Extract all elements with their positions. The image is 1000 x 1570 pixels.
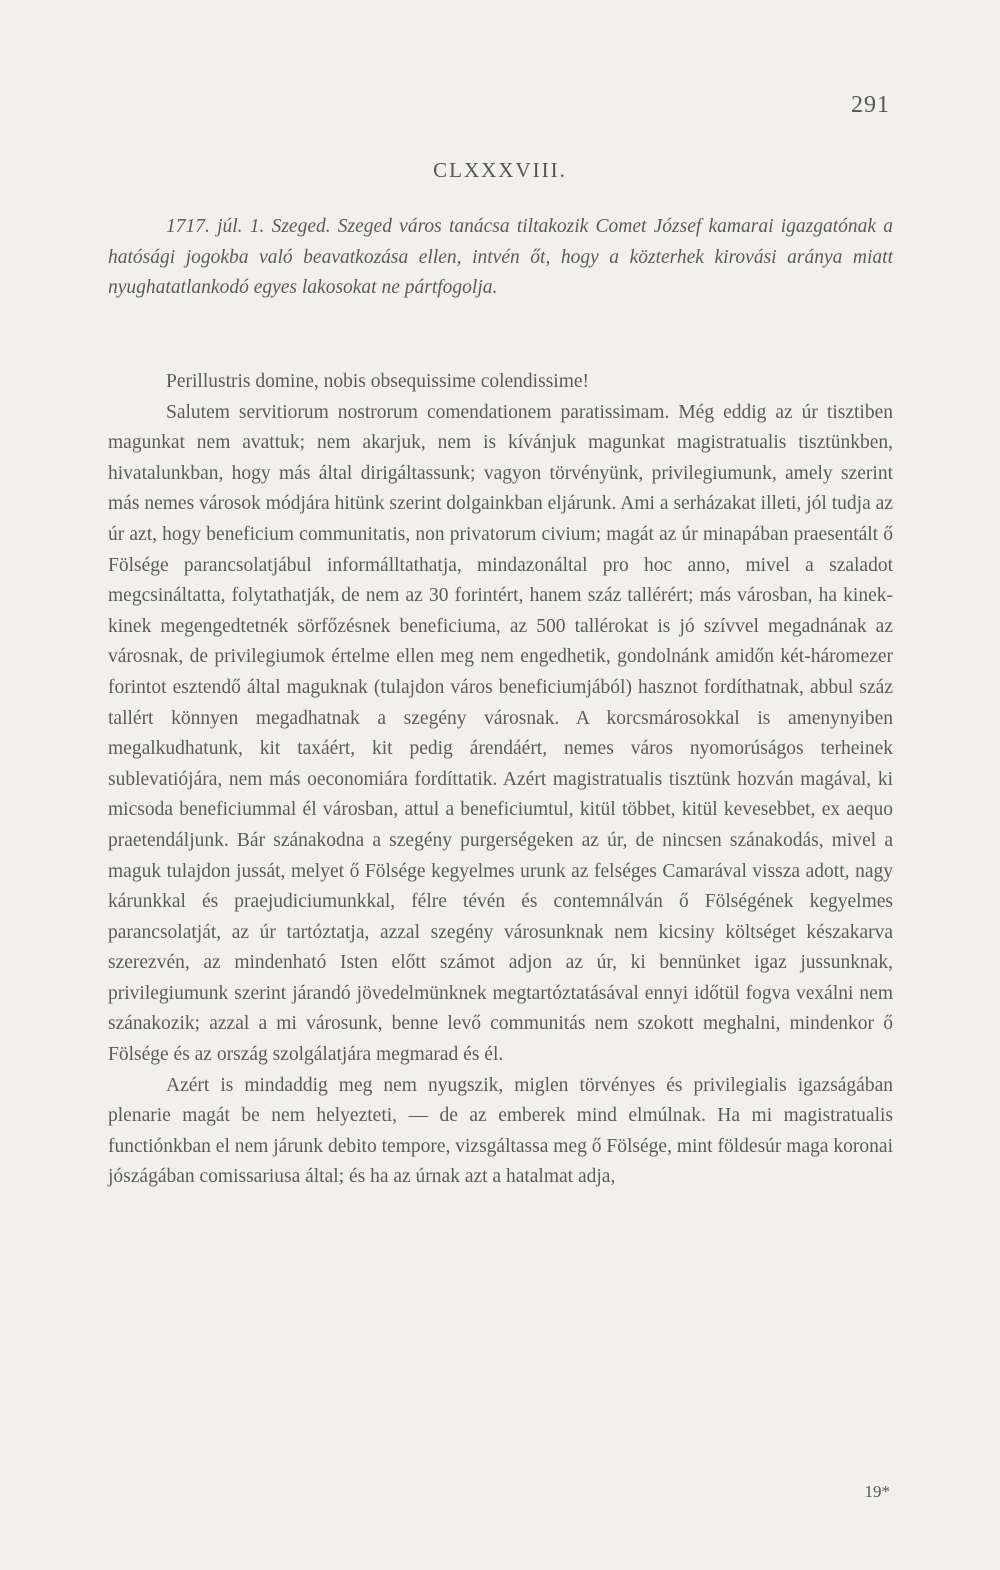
signature-mark: 19* (864, 1482, 890, 1501)
document-body (108, 367, 893, 1193)
document-header (108, 212, 893, 304)
paragraph-2: Azért is mindaddig meg nem nyugszik, miglen törvényes és privilegialis igazságában plenarie magát be nem helyezteti, — de az emberek mind elmúlnak. Ha mi magistratualis functiónkban el nem járunk debito tempore, vizsgáltassa meg ő Fölsége, mint földesúr maga koronai jószágában comissariusa által; és ha az úrnak azt a hatalmat adja, (108, 1074, 893, 1188)
salutation: Perillustris domine, nobis obsequissime colendissime! (166, 371, 590, 392)
page-number: 291 (851, 92, 890, 118)
header-text: 1717. júl. 1. Szeged. Szeged város tanácsa tiltakozik Comet József kamarai igazgatónak a hatósági jogokba való beavatkozása ellen, intvén őt, hogy a közterhek kirovási aránya miatt nyughatatlankodó egyes lakosokat ne pártfogolja. (108, 216, 893, 299)
paragraph-1: Salutem servitiorum nostrorum comendationem paratissimam. Még eddig az úr tisztiben magunkat nem avattuk; nem akarjuk, nem is kívánjuk magunkat magistratualis tisztünkben, hivatalunkban, hogy más által dirigáltassunk; vagyon törvényünk, privilegiumunk, amely szerint más nemes városok módjára hitünk szerint dolgainkban eljárunk. Ami a serházakat illeti, jól tudja az úr azt, hogy beneficium communitatis, non privatorum civium; magát az úr minapában praesentált ő Fölsége parancsolatjábul informálltathatja, mindazonáltal pro hoc anno, mivel a szaladot megcsináltatta, folytathatják, de nem az 30 forintért, hanem száz tallérért; más városban, ha kinek-kinek megengedtetnék sörfőzésnek beneficiuma, az 500 tallérokat is jó szívvel megadnának az városnak, de privilegiumok értelme ellen meg nem engedhetik, gondolnánk amidőn két-háromezer forintot esztendő által maguknak (tulajdon város beneficiumjából) hasznot fordíthatnak, abbul száz tallért könnyen megadhatnak a szegény városnak. A korcsmárosokkal is amenynyiben megalkudhatunk, kit taxáért, kit pedig árendáért, nemes város nyomorúságos terheinek sublevatiójára, nem más oeconomiára fordíttatik. Azért magistratualis tisztünk hozván magával, ki micsoda beneficiummal él városban, attul a beneficiumtul, kitül többet, kitül kevesebbet, ex aequo praetendáljunk. Bár szánakodna a szegény purgerségeken az úr, de nincsen szánakodás, mivel a maguk tulajdon jussát, melyet ő Fölsége kegyelmes urunk az felséges Camarával vissza adott, nagy kárunkkal és praejudiciumunkkal, félre tévén és contemnálván ő Fölségének kegyelmes parancsolatját, az úr tartóztatja, azzal szegény városunknak nem kicsiny költséget készakarva szerezvén, az mindenható Isten előtt számot adjon az úr, ki bennünket igaz jussunknak, privilegiumunk szerint járandó jövedelmünknek megtartóztatásával ennyi időtül fogva vexálni nem szánakozik; azzal a mi városunk, benne levő communitás nem szokott meghalni, mindenkor ő Fölsége és az ország szolgálatjára megmarad és él. (108, 401, 893, 1066)
document-number: CLXXXVIII. (433, 158, 567, 182)
